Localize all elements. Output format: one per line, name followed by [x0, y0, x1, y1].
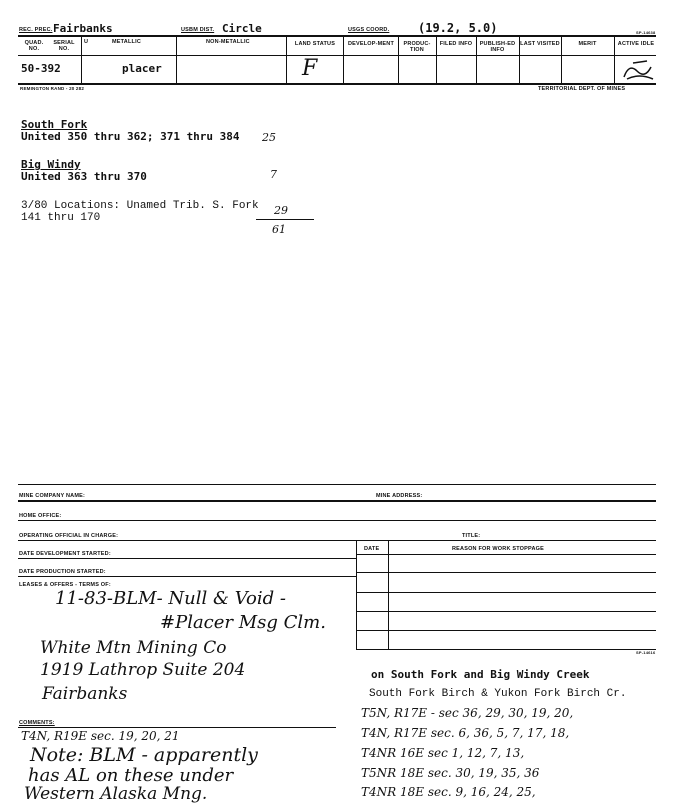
usgs-coord-value: (19.2, 5.0): [418, 21, 498, 35]
printer-line: REMINGTON RAND - 20 282: [20, 86, 85, 91]
home-office-label: HOME OFFICE:: [19, 513, 62, 519]
section-big-windy-line: United 363 thru 370: [21, 170, 147, 183]
row-land-status: F: [302, 56, 318, 81]
col-non-metallic: NON-METALLIC: [206, 39, 250, 45]
col-production: PRODUC-TION: [403, 41, 431, 53]
leases-handwriting-2: #Placer Msg Clm.: [160, 612, 326, 633]
owner-handwriting-3: Fairbanks: [42, 684, 128, 704]
col-metallic: METALLIC: [112, 39, 141, 45]
operating-official-label: OPERATING OFFICIAL IN CHARGE:: [19, 533, 119, 539]
section-locations-line2: 141 thru 170: [21, 212, 101, 224]
date-column-header: DATE: [364, 546, 380, 552]
comments-label: COMMENTS:: [19, 720, 55, 726]
section-locations-count: 29: [274, 204, 288, 217]
comments-handwriting-1: T4N, R19E sec. 19, 20, 21: [21, 729, 180, 743]
col-published-info: PUBLISH-ED INFO: [479, 41, 516, 53]
col-active-idle: ACTIVE IDLE: [617, 41, 655, 47]
section-big-windy-title: Big Windy: [21, 158, 81, 171]
col-development: DEVELOP-MENT: [347, 41, 395, 47]
location-handwriting-1: T5N, R17E - sec 36, 29, 30, 19, 20,: [361, 706, 574, 720]
row-serial: 50-392: [21, 62, 61, 75]
stamp-scribble: [621, 57, 657, 83]
dev-started-label: DATE DEVELOPMENT STARTED:: [19, 551, 111, 557]
usgs-coord-label: USGS COORD.: [348, 27, 390, 33]
owner-handwriting-2: 1919 Lathrop Suite 204: [40, 660, 246, 680]
col-merit: MERIT: [578, 41, 597, 47]
reason-column-header: REASON FOR WORK STOPPAGE: [452, 546, 544, 552]
location-handwriting-3: T4NR 16E sec 1, 12, 7, 13,: [361, 746, 525, 760]
form-id-bottom: SP-14616: [636, 650, 656, 655]
location-handwriting-4: T5NR 18E sec. 30, 19, 35, 36: [361, 766, 540, 780]
mine-address-label: MINE ADDRESS:: [376, 493, 423, 499]
col-quad-no: QUAD. NO.: [24, 40, 44, 52]
section-south-fork-count: 25: [262, 131, 276, 144]
form-id-top: SP-14638: [636, 30, 656, 35]
prod-started-label: DATE PRODUCTION STARTED:: [19, 569, 106, 575]
col-last-visited: LAST VISITED: [520, 41, 560, 47]
territorial-dept: TERRITORIAL DEPT. OF MINES: [538, 86, 626, 92]
section-locations-line1: 3/80 Locations: Unamed Trib. S. Fork: [21, 200, 259, 212]
rec-prec-label: REC. PREC.: [19, 27, 53, 33]
col-u-m: U: [84, 39, 89, 45]
section-south-fork-title: South Fork: [21, 118, 88, 131]
leases-label: LEASES & OFFERS - TERMS OF:: [19, 582, 111, 588]
comments-handwriting-2: Note: BLM - apparently: [30, 744, 258, 766]
rec-prec-value: Fairbanks: [53, 22, 113, 35]
usbm-dist-value: Circle: [222, 22, 262, 35]
claims-total: 61: [272, 223, 286, 236]
title-label: TITLE:: [462, 533, 481, 539]
usbm-dist-label: USBM DIST.: [181, 27, 215, 33]
col-land-status: LAND STATUS: [294, 41, 336, 47]
location-handwriting-2: T4N, R17E sec. 6, 36, 5, 7, 17, 18,: [361, 726, 570, 740]
col-filed-info: FILED INFO: [439, 41, 473, 47]
location-typed-2: South Fork Birch & Yukon Fork Birch Cr.: [369, 688, 627, 700]
section-big-windy-count: 7: [270, 168, 277, 181]
row-metallic: placer: [122, 62, 162, 75]
leases-handwriting-1: 11-83-BLM- Null & Void -: [55, 588, 286, 609]
location-handwriting-5: T4NR 18E sec. 9, 16, 24, 25,: [361, 785, 536, 799]
section-south-fork-line: United 350 thru 362; 371 thru 384: [21, 130, 240, 143]
owner-handwriting-1: White Mtn Mining Co: [40, 638, 227, 658]
location-typed-1: on South Fork and Big Windy Creek: [371, 668, 590, 681]
col-serial-no: SERIAL NO.: [53, 40, 75, 52]
comments-handwriting-4: Western Alaska Mng.: [24, 784, 208, 804]
mine-company-label: MINE COMPANY NAME:: [19, 493, 86, 499]
comments-handwriting-3: has AL on these under: [28, 765, 234, 786]
